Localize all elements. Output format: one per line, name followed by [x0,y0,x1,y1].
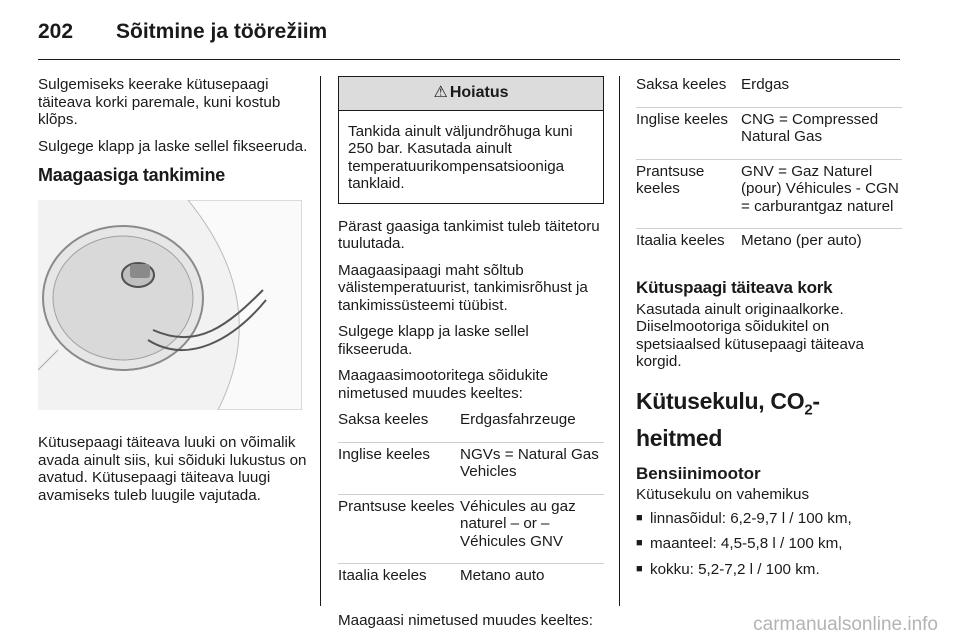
paragraph-close-flap: Sulgege klapp ja laske sellel fikseeruda. [38,137,308,155]
list-item: ■ linnasõidul: 6,2-9,7 l / 100 km, [636,510,902,528]
paragraph-cap-closing: Sulgemiseks keerake kütusepaagi täiteava korki paremale, kuni kostub klõps. [38,76,281,128]
warning-icon: ⚠ [433,84,448,101]
paragraph-vehicle-names-intro: Maagaasimootoritega sõidukite nimetused muudes keeltes: [338,367,549,402]
section-heading-fuel-cap: Kütuspaagi täiteava kork [636,277,833,297]
paragraph-original-caps: Kasutada ainult originaalkorke. Diiselmootoriga sõidukitel on spetsiaalsed kütusepaagi täiteava korgid. [636,300,864,370]
column-3 [636,76,902,586]
table-cell-language: Prantsuse keeles [338,494,460,564]
table-row [636,229,902,263]
heading-text: Kütusekulu, CO [636,387,805,414]
page-header [38,20,327,48]
table-cell-language: Inglise keeles [636,107,741,159]
table-cell-language: Itaalia keeles [338,564,460,598]
list-item: ■ maanteel: 4,5-5,8 l / 100 km, [636,535,902,553]
page-number: 202 [38,20,74,43]
table-cell-language: Itaalia keeles [636,229,741,263]
subheading-petrol-engine: Bensiinimootor [636,464,761,484]
table-cell-language: Inglise keeles [338,442,460,494]
warning-text: Tankida ainult väljundrõhuga kuni 250 bar. Kasutada ainult temperatuurikompensatsiooniga tanklaid. [348,122,573,192]
table-cell-term: CNG = Compressed Natural Gas [741,107,902,159]
column-2 [338,76,604,638]
table-row [338,564,604,598]
heading-subscript: 2 [804,401,813,419]
vehicle-names-table [338,411,604,598]
chapter-title: Sõitmine ja töörežiim [116,20,328,43]
section-heading-fuel-consumption [636,387,902,453]
table-row [338,411,604,442]
consumption-list [636,510,902,579]
paragraph-consumption-range: Kütusekulu on vahemikus [636,486,810,504]
table-cell-language: Saksa keeles [338,411,429,428]
paragraph-gas-names-intro: Maagaasi nimetused muudes keeltes: [338,611,593,629]
table-row [338,494,604,564]
column-1 [38,76,308,513]
table-cell-term: Erdgasfahrzeuge [460,411,576,428]
table-cell-term: Metano (per auto) [741,229,902,263]
watermark: carmanualsonline.info [753,614,938,635]
table-row [636,76,902,107]
table-row [636,159,902,229]
table-cell-language: Saksa keeles [636,76,727,93]
column-divider-1 [320,76,321,606]
warning-box [338,76,604,204]
gas-names-table [636,76,902,263]
fuel-flap-illustration [38,200,302,410]
heading-text-end: -heitmed [636,387,820,452]
table-cell-term: GNV = Gaz Naturel (pour) Véhicules - CGN = carburantgaz naturel [741,159,902,229]
table-cell-term: Metano auto [460,564,604,598]
paragraph-close-flap-2: Sulgege klapp ja laske sellel fikseeruda. [338,323,529,358]
warning-title-text: Hoiatus [449,84,509,101]
table-row [338,442,604,494]
table-cell-term: Véhicules au gaz naturel – or – Véhicules GNV [460,494,604,564]
section-heading-gas-refueling: Maagaasiga tankimine [38,165,226,185]
paragraph-vent-pipe: Pärast gaasiga tankimist tuleb täitetoru tuulutada. [338,217,600,252]
table-row [636,107,902,159]
table-cell-term: Erdgas [741,76,790,93]
column-divider-2 [619,76,620,606]
table-cell-language: Prantsuse keeles [636,159,741,229]
paragraph-flap-unlock: Kütusepaagi täiteava luuki on võimalik avada ainult siis, kui sõiduki lukustus on avatud. Kütusepaagi täiteava luugi avamiseks tuleb luugile vajutada. [38,434,307,504]
paragraph-tank-capacity: Maagaasipaagi maht sõltub välistemperatuurist, tankimisrõhust ja tankimissüsteemi tüübist. [338,261,588,314]
table-cell-term: NGVs = Natural Gas Vehicles [460,442,604,494]
list-item: ■ kokku: 5,2-7,2 l / 100 km. [636,561,902,579]
warning-title [339,77,603,111]
header-rule [38,59,900,60]
